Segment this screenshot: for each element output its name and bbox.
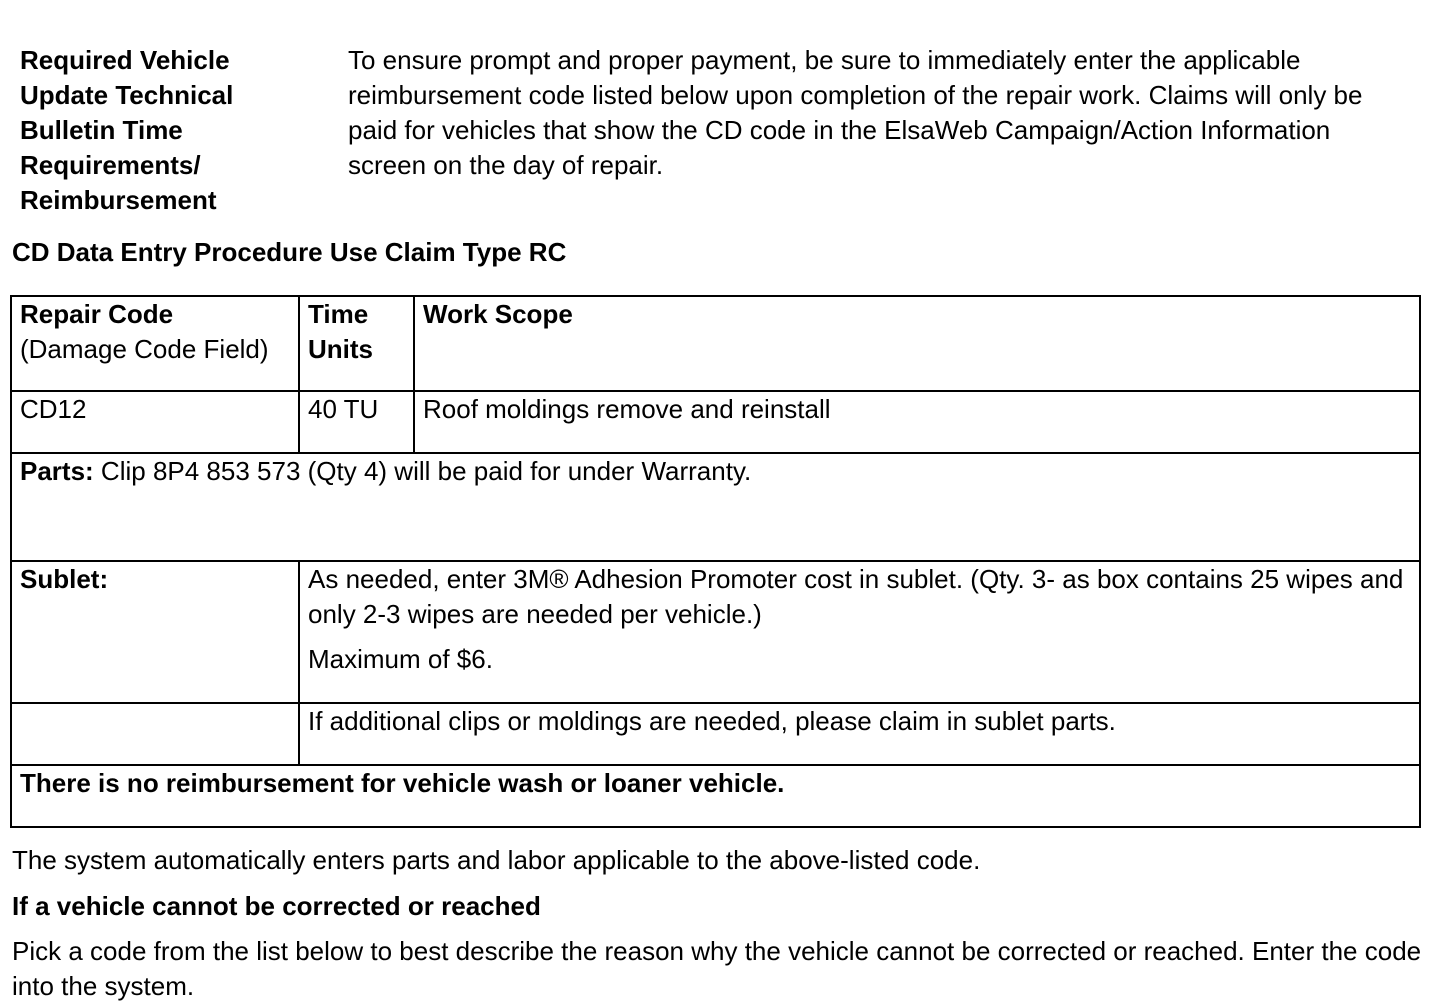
header-label-line: Bulletin Time [20,115,183,145]
sublet-label-cell [11,561,299,703]
no-reimbursement-cell: There is no reimbursement for vehicle wash or loaner vehicle. [11,765,1420,827]
time-header: Time [308,299,369,329]
header-text: To ensure prompt and proper payment, be sure to immediately enter the applicable reimbursement code listed below upon completion of the repair work. Claims will only be paid for vehicles that show the CD code in the ElsaWeb Campaign/Action Information screen on the day of repair. [348,45,1363,180]
sublet-maximum: Maximum of $6. [308,644,493,674]
header-block [20,43,1420,218]
work-scope-header: Work Scope [423,299,573,329]
additional-parts-cell: If additional clips or moldings are needed, please claim in sublet parts. [299,703,1420,765]
repair-code-cell: CD12 [11,391,299,453]
system-note: The system automatically enters parts and labor applicable to the above-listed code. [12,845,981,875]
table-row [11,391,1420,453]
parts-text: Clip 8P4 853 573 (Qty 4) will be paid for under Warranty. [93,456,752,486]
header-label-line: Required Vehicle [20,45,230,75]
sublet-label: Sublet: [20,564,109,594]
parts-cell [11,453,1420,561]
parts-row [11,453,1420,561]
header-label-line: Update Technical [20,80,234,110]
header-label-line: Reimbursement [20,185,217,215]
time-units-cell: 40 TU [299,391,414,453]
header-cell-time-units [299,296,414,391]
header-cell-work-scope [414,296,1420,391]
section-title: CD Data Entry Procedure Use Claim Type RC [12,237,567,267]
additional-parts-row [11,703,1420,765]
table-header-row [11,296,1420,391]
repair-code-subheader: (Damage Code Field) [20,334,269,364]
header-label [20,43,348,218]
sublet-text: As needed, enter 3M® Adhesion Promoter cost in sublet. (Qty. 3- as box contains 25 wipes and only 2-3 wipes are needed per vehicle.) [308,564,1404,629]
parts-label: Parts: [20,456,94,486]
cannot-correct-instruction: Pick a code from the list below to best describe the reason why the vehicle cannot be corrected or reached. Enter the code into the system. [12,936,1422,1001]
sublet-row [11,561,1420,703]
header-cell-repair-code [11,296,299,391]
cannot-correct-heading: If a vehicle cannot be corrected or reached [12,891,541,921]
header-label-line: Requirements/ [20,150,201,180]
work-scope-cell: Roof moldings remove and reinstall [414,391,1420,453]
no-reimbursement-row [11,765,1420,827]
units-header: Units [308,334,373,364]
repair-code-table [10,295,1421,828]
empty-cell [11,703,299,765]
sublet-text-cell [299,561,1420,703]
repair-code-header: Repair Code [20,299,174,329]
